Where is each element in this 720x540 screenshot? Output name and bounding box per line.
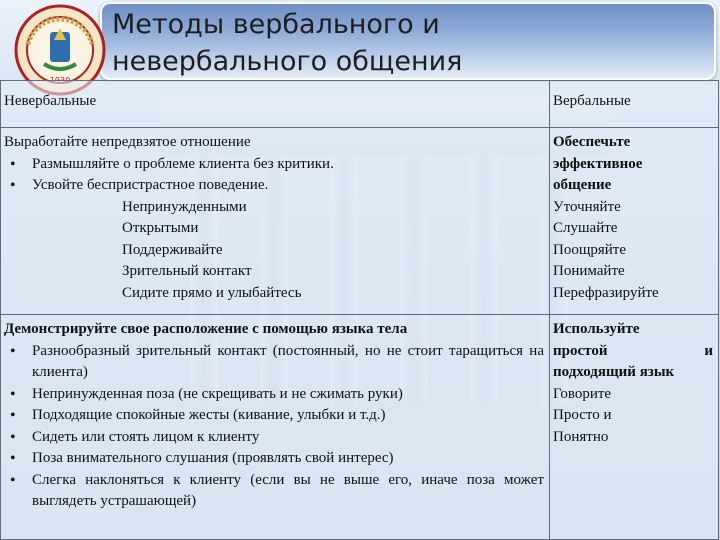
list-item: Говорите [553, 385, 612, 402]
verbal-list-1 [553, 197, 713, 305]
nonverbal-heading-2: Демонстрируйте свое расположение с помощью языка тела [4, 321, 408, 337]
nonverbal-list-2 [4, 341, 544, 513]
verbal-cell-2 [550, 315, 719, 540]
list-item: • Размышляйте о проблеме клиента без критики. [32, 154, 544, 176]
header-nonverbal: Невербальные [1, 81, 550, 128]
verbal-heading-1: Обеспечьте эффективное общение [553, 134, 643, 193]
verbal-heading-2: Используйте простой и подходящий язык [553, 321, 713, 380]
list-item: Перефразируйте [553, 284, 659, 301]
list-item: Сидите прямо и улыбайтесь [122, 284, 302, 301]
list-item: • Усвойте беспристрастное поведение. [32, 175, 544, 197]
list-item: • Подходящие спокойные жесты (кивание, улыбки и т.д.) [32, 405, 544, 427]
header-verbal: Вербальные [550, 81, 719, 128]
list-item: Понятно [553, 428, 609, 445]
nonverbal-cell-2 [1, 315, 550, 540]
nonverbal-sublist-1 [4, 197, 544, 305]
list-item: Просто и [553, 407, 612, 423]
list-item: Непринужденными [122, 198, 247, 215]
list-item: Открытыми [122, 220, 199, 236]
list-item: Поощряйте [553, 241, 627, 258]
methods-table [0, 80, 718, 540]
list-item: • Слегка наклоняться к клиенту (если вы не выше его, иначе поза может выглядеть устрашающей) [32, 470, 544, 513]
verbal-list-2 [553, 384, 713, 449]
list-item: • Поза внимательного слушания (проявлять свой интерес) [32, 448, 544, 470]
list-item: • Разнообразный зрительный контакт (постоянный, но не стоит таращиться на клиента) [32, 341, 544, 384]
nonverbal-cell-1 [1, 128, 550, 315]
page-title: Методы вербального и невербального общения [112, 9, 463, 77]
list-item: Уточняйте [553, 198, 621, 215]
list-item: Зрительный контакт [122, 263, 252, 279]
list-item: Слушайте [553, 220, 618, 236]
nonverbal-heading-1: Выработайте непредвзятое отношение [4, 134, 251, 150]
list-item: Поддерживайте [122, 241, 223, 258]
nonverbal-list-1 [4, 154, 544, 197]
list-item: • Непринужденная поза (не скрещивать и не сжимать руки) [32, 384, 544, 406]
list-item: • Сидеть или стоять лицом к клиенту [32, 427, 544, 449]
list-item: Понимайте [553, 263, 625, 279]
verbal-cell-1 [550, 128, 719, 315]
